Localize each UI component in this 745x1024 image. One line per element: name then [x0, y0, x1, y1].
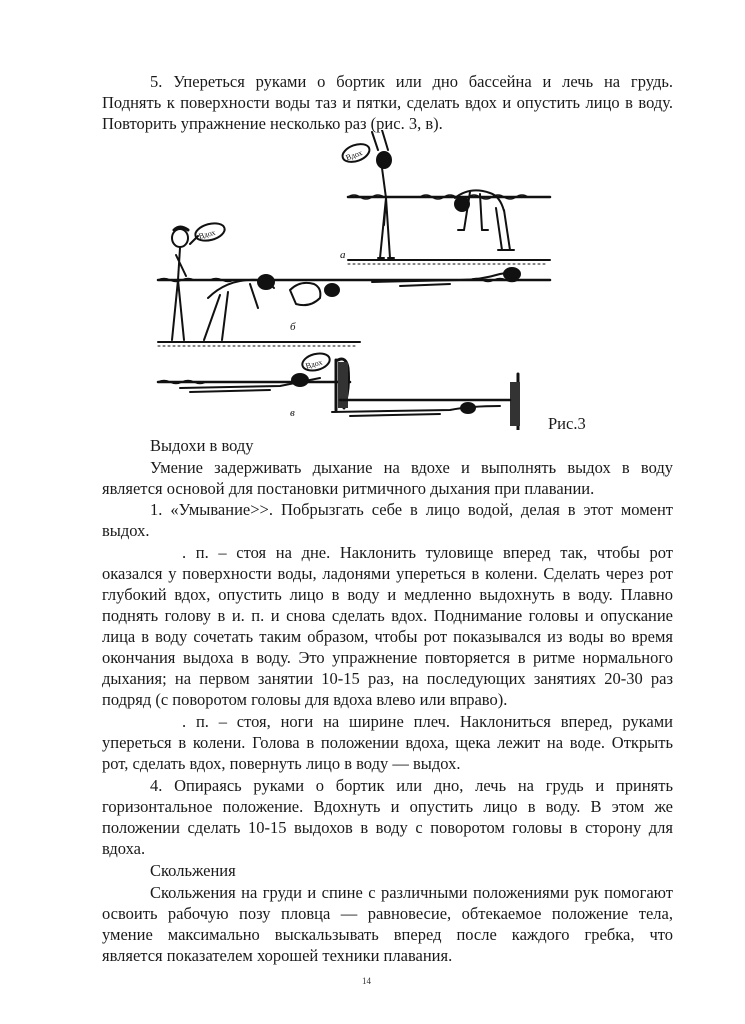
ex4-line-2: горизонтальное положение. Вдохнуть и опустить лицо в воду. В этом же	[102, 797, 673, 816]
heading-glide: Скольжения	[150, 861, 236, 880]
figure-panel-a	[348, 130, 550, 264]
p5-line-1: 5. Упереться руками о бортик или дно бассейна и лечь на грудь.	[150, 72, 673, 91]
glide-line-1: Скольжения на груди и спине с различными положениями рук помогают	[150, 883, 673, 902]
ex4-line-1: 4. Опираясь руками о бортик или дно, лечь на грудь и принять	[150, 776, 673, 795]
ex4-line-3: положении сделать 10-15 выдохов в воду с поворотом головы в сторону для	[102, 818, 673, 837]
heading-exhale: Выдохи в воду	[150, 436, 254, 455]
glide-line-3: умение максимально выскальзывать вперед после каждого гребка, что	[102, 925, 673, 944]
figure-panel-v	[158, 359, 520, 430]
label-v: в	[290, 407, 295, 419]
ex2-line-5: лица в воду сочетать таким образом, чтобы рот показывался из воды во время	[102, 627, 673, 646]
page-number: 14	[362, 976, 371, 986]
swimming-exercises-figure	[150, 130, 570, 430]
figure-panel-b	[158, 227, 550, 346]
label-b: б	[290, 321, 296, 333]
ex4-line-4: вдоха.	[102, 839, 146, 858]
figure-caption: Рис.3	[548, 414, 586, 433]
ex2-line-3: глубокий вдох, опустить лицо в воду и медленно выдохнуть в воду. Плавно	[102, 585, 673, 604]
ex2-line-8: подряд (с поворотом головы для вдоха влево или вправо).	[102, 690, 508, 709]
glide-line-2: освоить рабочую позу пловца — равновесие, обтекаемое положение тела,	[102, 904, 673, 923]
ex2-line-7: дыхания; на первом занятии 10-15 раз, на последующих занятиях 20-30 раз	[102, 669, 673, 688]
intro-line-2: является основой для постановки ритмичного дыхания при плавании.	[102, 479, 595, 498]
ex2-line-6: окончания выдоха в воду. Это упражнение повторяется в ритме нормального	[102, 648, 673, 667]
intro-line-1: Умение задерживать дыхание на вдохе и выполнять выдох в воду	[150, 458, 673, 477]
ex2-line-1: . п. – стоя на дне. Наклонить туловище вперед так, чтобы рот	[182, 543, 673, 562]
glide-line-4: является показателем хорошей техники плавания.	[102, 946, 453, 965]
ex3-line-3: рот, сделать вдох, повернуть лицо в воду — выдох.	[102, 754, 461, 773]
bubble-a-text: Вдох	[344, 148, 364, 163]
p5-line-3: Повторить упражнение несколько раз (рис. 3, в).	[102, 114, 443, 133]
ex3-line-2: упереться в колени. Голова в положении вдоха, щека лежит на воде. Открыть	[102, 733, 673, 752]
p5-line-2: Поднять к поверхности воды таз и пятки, сделать вдох и опустить лицо в воду.	[102, 93, 673, 112]
ex1-line-2: выдох.	[102, 521, 150, 540]
ex2-line-2: оказался у поверхности воды, ладонями упереться в колени. Сделать через рот	[102, 564, 673, 583]
ex1-line-1: 1. «Умывание>>. Побрызгать себе в лицо водой, делая в этот момент	[150, 500, 673, 519]
label-a: а	[340, 249, 346, 261]
ex2-line-4: поднять голову в и. п. и снова сделать вдох. Поднимание головы и опускание	[102, 606, 673, 625]
ex3-line-1: . п. – стоя, ноги на ширине плеч. Наклониться вперед, руками	[182, 712, 673, 731]
bubble-v-text: Вдох	[304, 357, 324, 371]
bubble-b-text: Вдох	[197, 227, 217, 241]
